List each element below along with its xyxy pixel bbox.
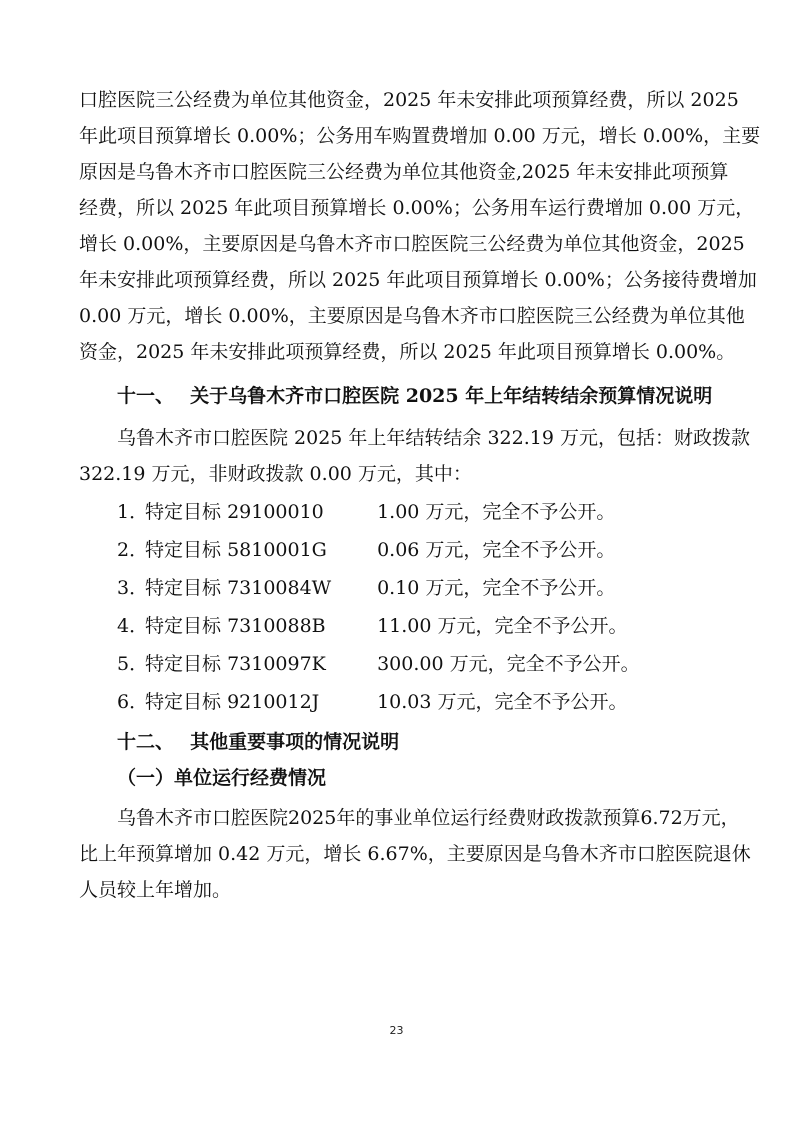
section-11-heading: 十一、 关于乌鲁木齐市口腔医院 2025 年上年结转结余预算情况说明 bbox=[117, 385, 713, 407]
body-text-line: 比上年预算增加 0.42 万元，增长 6.67%，主要原因是乌鲁木齐市口腔医院退休 bbox=[79, 843, 751, 865]
list-item-number: 6． bbox=[117, 691, 149, 713]
list-item-text: 1.00 万元，完全不予公开。 bbox=[377, 501, 616, 523]
list-item-label: 特定目标 bbox=[145, 653, 222, 675]
list-item-number: 2． bbox=[117, 539, 149, 561]
list-item-label: 特定目标 bbox=[145, 501, 222, 523]
body-text-line: 年未安排此项预算经费，所以 2025 年此项目预算增长 0.00%；公务接待费增加 bbox=[79, 269, 757, 291]
body-text-line: 乌鲁木齐市口腔医院 2025 年上年结转结余 322.19 万元，包括：财政拨款 bbox=[117, 427, 750, 449]
list-item-number: 5． bbox=[117, 653, 149, 675]
subsection-heading: （一）单位运行经费情况 bbox=[117, 767, 327, 789]
body-text-line: 年此项目预算增长 0.00%；公务用车购置费增加 0.00 万元，增长 0.00%，主要 bbox=[79, 125, 761, 147]
body-text-line: 0.00 万元，增长 0.00%，主要原因是乌鲁木齐市口腔医院三公经费为单位其他 bbox=[79, 305, 745, 327]
list-item-code: 29100010 bbox=[227, 501, 324, 523]
list-item-label: 特定目标 bbox=[145, 691, 222, 713]
list-item-label: 特定目标 bbox=[145, 615, 222, 637]
list-item bbox=[117, 652, 640, 676]
body-text-line: 乌鲁木齐市口腔医院2025年的事业单位运行经费财政拨款预算6.72万元， bbox=[117, 807, 740, 829]
list-item bbox=[117, 690, 628, 714]
list-item bbox=[117, 614, 628, 638]
list-item-label: 特定目标 bbox=[145, 539, 222, 561]
list-item-text: 11.00 万元，完全不予公开。 bbox=[377, 615, 628, 637]
body-text-line: 322.19 万元，非财政拨款 0.00 万元，其中： bbox=[79, 463, 472, 485]
list-item-number: 1． bbox=[117, 501, 149, 523]
body-text-line: 人员较上年增加。 bbox=[79, 879, 232, 901]
section-12-heading: 十二、 其他重要事项的情况说明 bbox=[117, 731, 400, 753]
list-item-text: 0.06 万元，完全不予公开。 bbox=[377, 539, 616, 561]
body-text-line: 经费，所以 2025 年此项目预算增长 0.00%；公务用车运行费增加 0.00 万元， bbox=[79, 197, 755, 219]
list-item-code: 7310097K bbox=[227, 653, 326, 675]
list-item-number: 4． bbox=[117, 615, 149, 637]
body-text-line: 原因是乌鲁木齐市口腔医院三公经费为单位其他资金,2025 年未安排此项预算 bbox=[79, 161, 729, 183]
list-item-number: 3． bbox=[117, 577, 149, 599]
list-item-code: 5810001G bbox=[227, 539, 327, 561]
list-item-text: 300.00 万元，完全不予公开。 bbox=[377, 653, 640, 675]
list-item bbox=[117, 576, 615, 600]
body-text-line: 口腔医院三公经费为单位其他资金，2025 年未安排此项预算经费，所以 2025 bbox=[79, 89, 739, 111]
list-item bbox=[117, 538, 615, 562]
body-text-line: 增长 0.00%，主要原因是乌鲁木齐市口腔医院三公经费为单位其他资金，2025 bbox=[79, 233, 745, 255]
list-item-label: 特定目标 bbox=[145, 577, 222, 599]
body-text-line: 资金，2025 年未安排此项预算经费，所以 2025 年此项目预算增长 0.00%。 bbox=[79, 341, 736, 363]
page-number: 23 bbox=[389, 1024, 404, 1037]
list-item-code: 7310084W bbox=[227, 577, 332, 599]
list-item-code: 7310088B bbox=[227, 615, 326, 637]
list-item-code: 9210012J bbox=[227, 691, 320, 713]
list-item-text: 0.10 万元，完全不予公开。 bbox=[377, 577, 616, 599]
list-item-text: 10.03 万元，完全不予公开。 bbox=[377, 691, 628, 713]
list-item bbox=[117, 500, 615, 524]
